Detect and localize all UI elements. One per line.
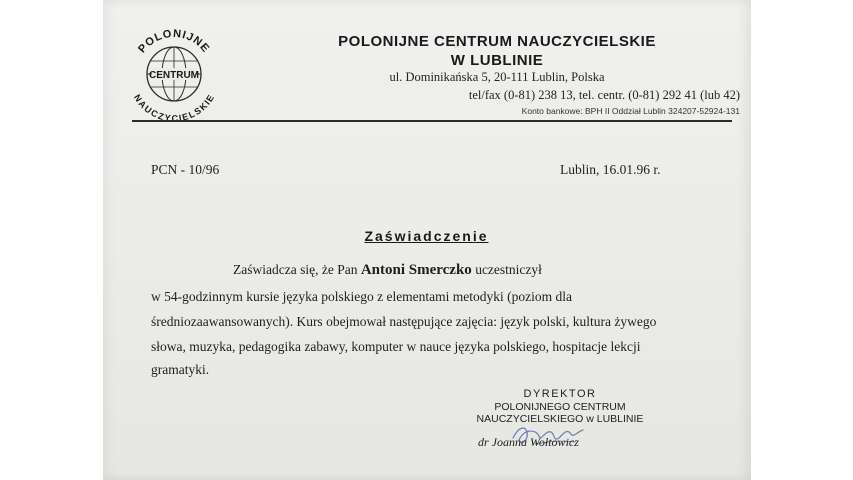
body-line-3: średniozaawansowanych). Kurs obejmował następujące zajęcia: język polski, kultura żywego [151, 314, 657, 329]
signatory-org-line-2: NAUCZYCIELSKIEGO w LUBLINIE [476, 413, 644, 425]
organization-address: ul. Dominikańska 5, 20-111 Lublin, Polska [389, 70, 605, 84]
body-line-1 [233, 262, 542, 279]
body-line-5: gramatyki. [151, 362, 210, 377]
body-line-1-prefix: Zaświadcza się, że Pan [233, 262, 361, 277]
body-line-4: słowa, muzyka, pedagogika zabawy, komputer w nauce języka polskiego, hospitacje lekcji [151, 339, 641, 354]
person-name: Antoni Smerczko [360, 262, 472, 278]
body-line-1-suffix: uczestniczył [471, 262, 542, 277]
document-date: Lublin, 16.01.96 r. [560, 162, 661, 177]
logo-text-bottom: NAUCZYCIELSKIE [131, 92, 217, 124]
signatory-org-line-1: POLONIJNEGO CENTRUM [494, 401, 626, 413]
reference-number: PCN - 10/96 [151, 162, 220, 177]
globe-logo [121, 18, 227, 124]
organization-phones: tel/fax (0-81) 238 13, tel. centr. (0-81) 292 41 (lub 42) [468, 88, 740, 102]
body-line-2: w 54-godzinnym kursie języka polskiego z elementami metodyki (poziom dla [151, 289, 573, 304]
organization-city: W LUBLINIE [450, 52, 544, 69]
document-title: Zaświadczenie [364, 228, 489, 244]
bank-account: Konto bankowe: BPH II Oddział Lublin 324207-52924-131 [521, 106, 740, 116]
logo-text-center: CENTRUM [149, 70, 199, 81]
logo-text-top: POLONIJNE [136, 27, 212, 56]
signatory-title: DYREKTOR [523, 388, 597, 400]
letterhead-divider [132, 120, 732, 122]
organization-name: POLONIJNE CENTRUM NAUCZYCIELSKIE [338, 33, 656, 50]
signatory-name: dr Joanna Wołtowicz [478, 435, 579, 449]
